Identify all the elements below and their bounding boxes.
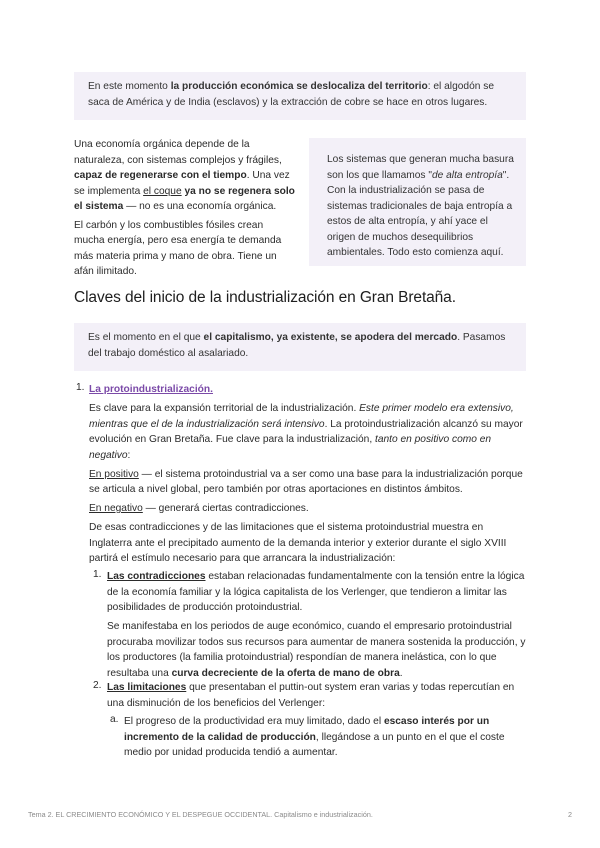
page-footer [28,810,572,824]
item1-negative: En negativo — generará ciertas contradicciones. [89,503,309,514]
subsub-a-text: El progreso de la productividad era muy limitado, dado el escaso interés por un incremento de la calidad de producción, llegándose a un punto en el que el coste medio por unidad producida tendió a aumentar. [124,716,505,758]
callout-right [309,138,526,266]
section-heading: Claves del inicio de la industrialización en Gran Bretaña. [74,289,456,306]
sub-item-2 [107,680,527,715]
sub-number-1: 1. [93,569,102,580]
list-item-1 [89,382,526,570]
callout-mid [74,323,526,371]
protoindustrializacion-link[interactable]: La protoindustrialización. [89,384,213,395]
callout-mid-text: Es el momento en el que el capitalismo, ya existente, se apodera del mercado. Pasamos del trabajo doméstico al asalariado. [88,332,506,359]
footer-text: Tema 2. EL CRECIMIENTO ECONÓMICO Y EL DESPEGUE OCCIDENTAL. Capitalismo e industrialización. [28,810,373,819]
left-column [74,137,296,280]
item1-paragraph-4: De esas contradicciones y de las limitaciones que el sistema protoindustrial muestra en Inglaterra ante el precipitado aumento de la demanda interior y exterior durante el siglo XVIII partirá el estímulo necesario para que arrancara la industrialización: [89,522,507,564]
item1-paragraph-1: Es clave para la expansión territorial de la industrialización. Este primer modelo era extensivo, mientras que el de la industrialización será intensivo. La protoindustrialización alcanzó su mayor evolución en Gran Bretaña. Fue clave para la industrialización, tanto en positivo como en negativo: [89,403,523,461]
callout-top-text: En este momento la producción económica se deslocaliza del territorio: el algodón se saca de América y de India (esclavos) y la extracción de cobre se hace en otros lugares. [88,81,494,108]
sub-number-2: 2. [93,680,102,691]
callout-top [74,72,526,120]
subsub-item-a [124,714,527,761]
sub-item-1 [107,569,527,685]
item1-positive: En positivo — el sistema protoindustrial va a ser como una base para la industrialización porque se articula a nivel global, pero también por otras aportaciones en distintos ámbitos. [89,468,523,495]
callout-right-text: Los sistemas que generan mucha basura son los que llamamos "de alta entropía". Con la industrialización se pasa de sistemas tradicionales de baja entropía a estos de alta entropía, y ahí yace el origen de muchos desequilibrios ambientales. Todo esto comienza aquí. [327,154,514,258]
left-paragraph-1: Una economía orgánica depende de la naturaleza, con sistemas complejos y frágiles, capaz de regenerarse con el tiempo. Una vez se implementa el coque ya no se regenera solo el sistema — no es una economía orgánica. [74,139,295,212]
sub1-paragraph-2: Se manifestaba en los periodos de auge económico, cuando el empresario protoindustrial procuraba movilizar todos sus recursos para aumentar de manera sostenida la producción, y los productores (la familia protoindustrial) respondían de manera inelástica, con lo que resultaba una curva decreciente de la oferta de mano de obra. [107,621,526,679]
item1-title [89,382,526,398]
list-number-1: 1. [76,382,85,393]
left-paragraph-2: El carbón y los combustibles fósiles crean mucha energía, pero esa energía te demanda más materia prima y mano de obra. Tiene un afán ilimitado. [74,219,282,277]
sub1-paragraph-1: Las contradicciones estaban relacionadas fundamentalmente con la tensión entre la lógica de la economía familiar y la lógica capitalista de los Verlenger, que tendieron a limitar las posibilidades de producción protoindustrial. [107,571,525,613]
sub2-paragraph: Las limitaciones que presentaban el puttin-out system eran varias y todas repercutían en una disminución de los beneficios del Verlenger: [107,682,515,709]
page-number: 2 [568,810,572,819]
subsub-letter-a: a. [110,714,119,725]
